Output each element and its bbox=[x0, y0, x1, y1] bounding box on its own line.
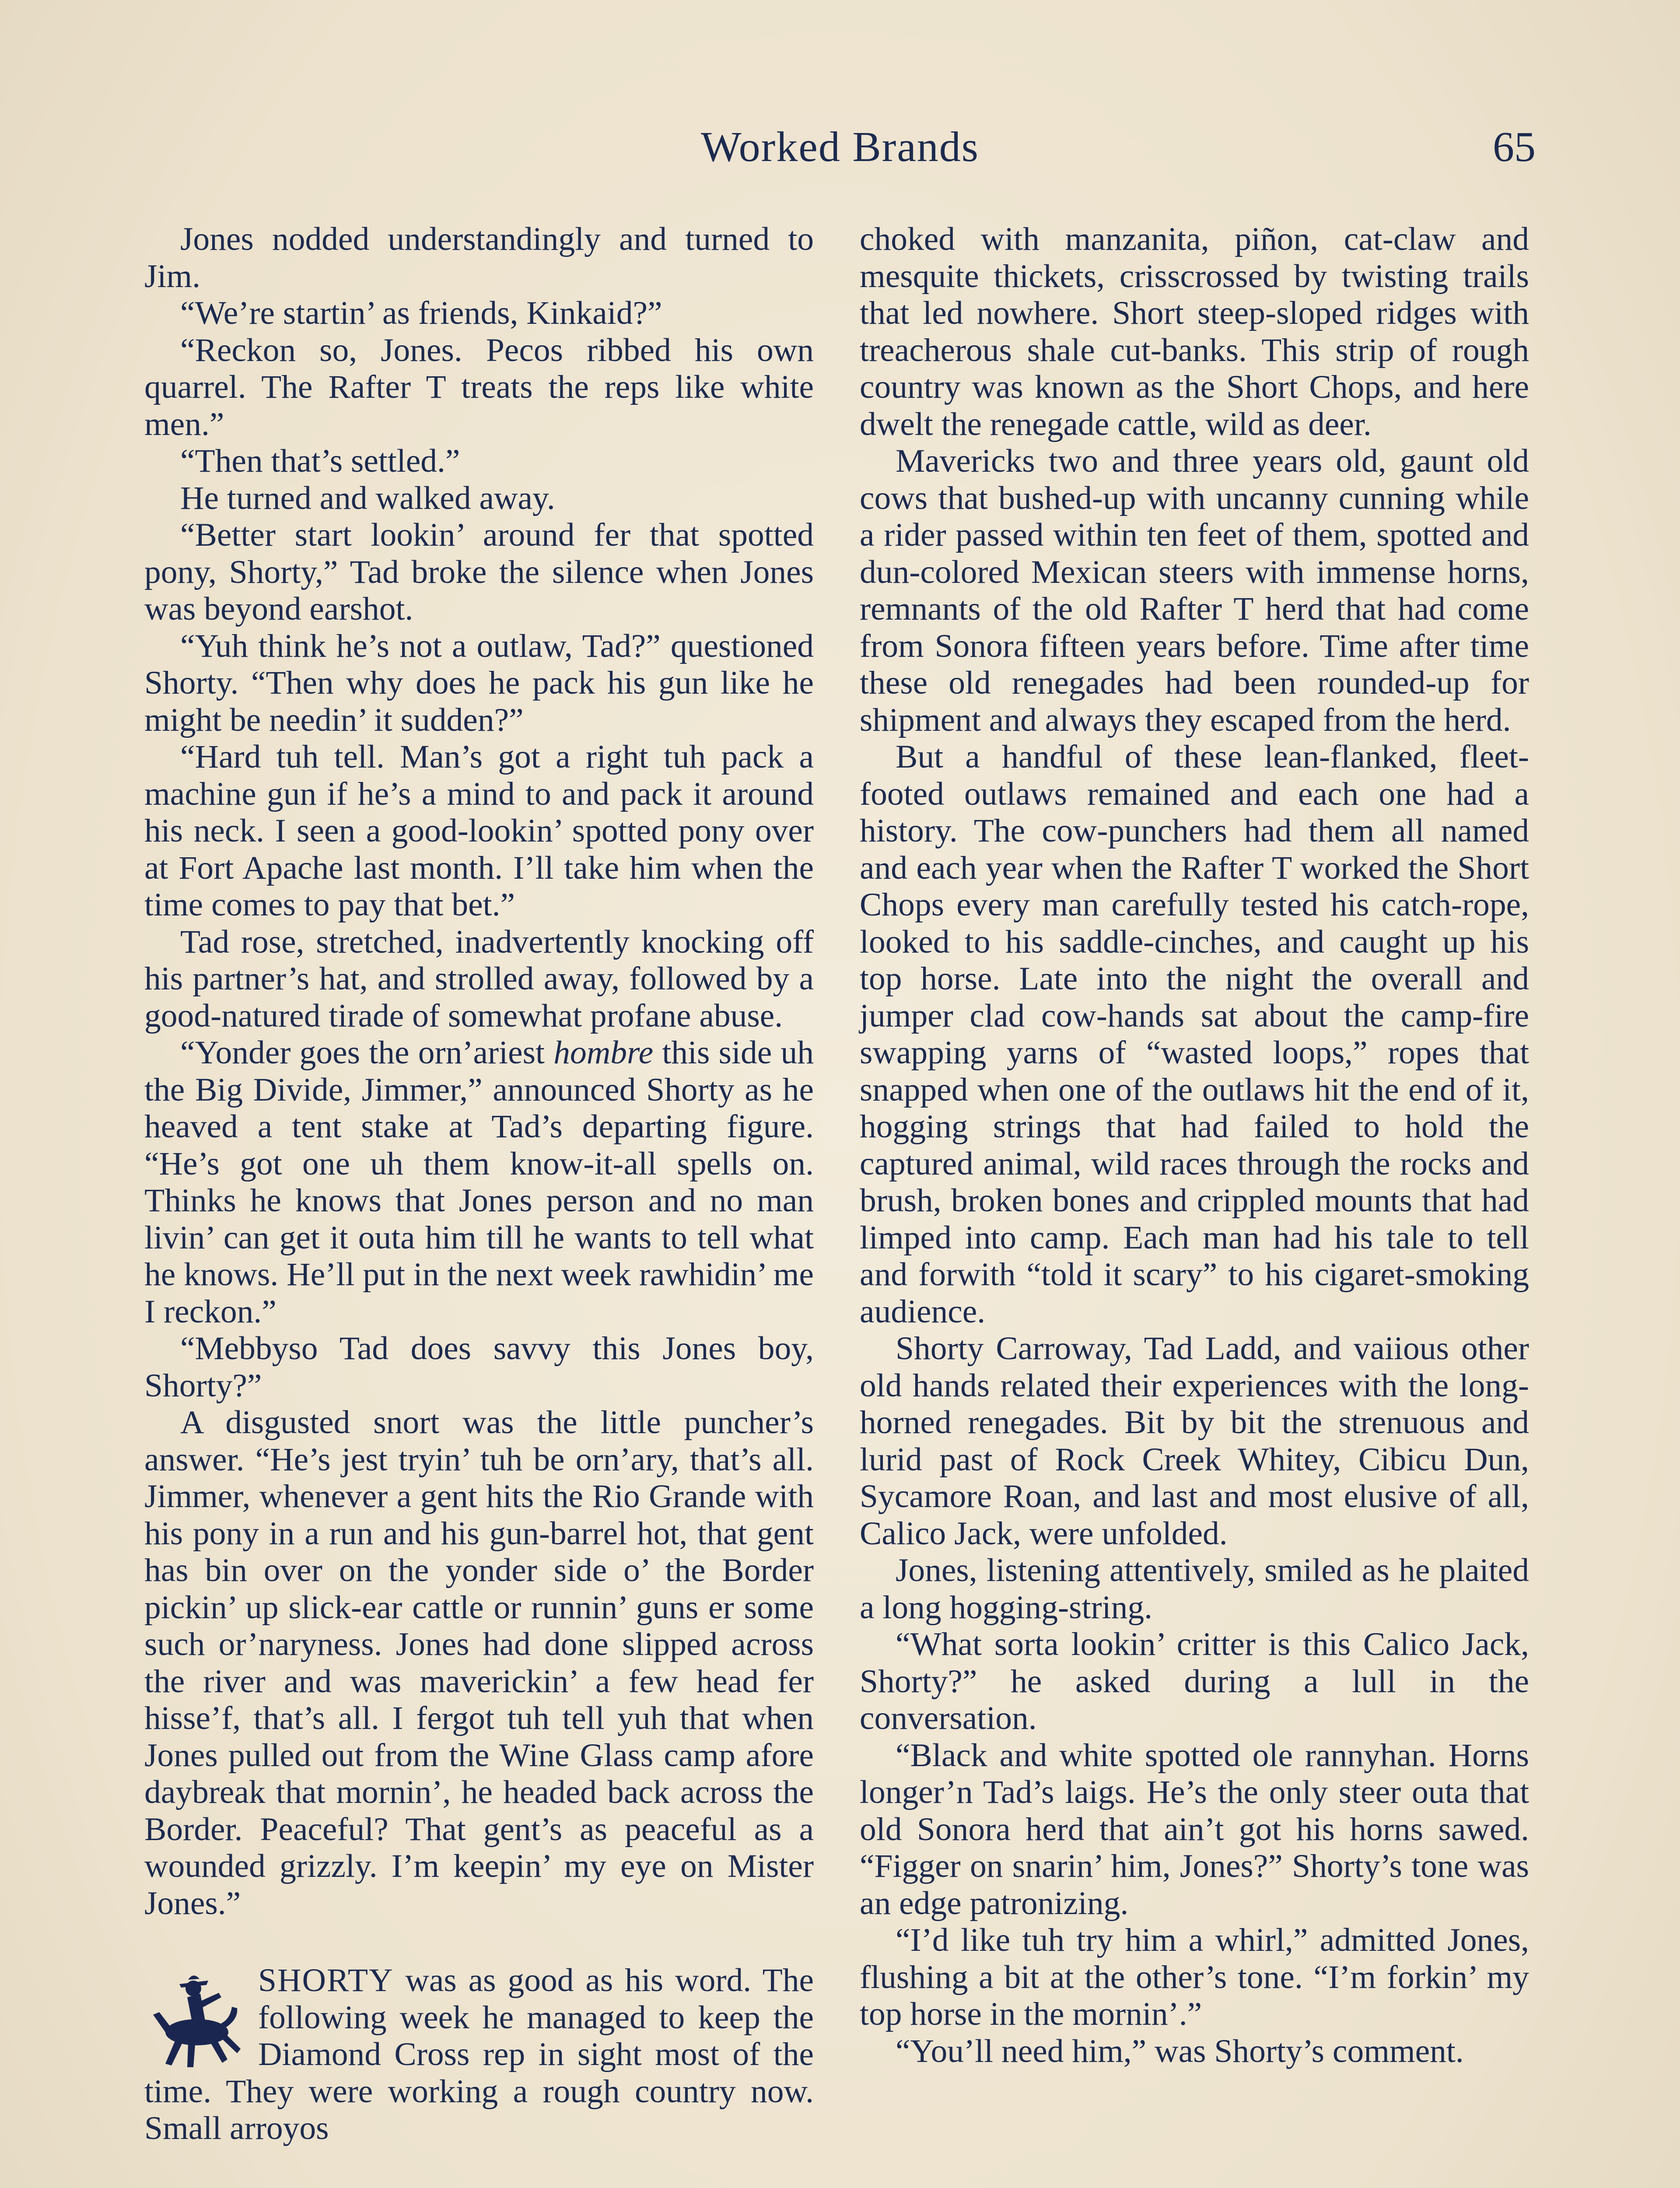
paragraph: “I’d like tuh try him a whirl,” admitted Jones, flushing a bit at the other’s tone. “I’m forkin’ my top horse in the mornin’.” bbox=[860, 1922, 1529, 2032]
section-opening-paragraph bbox=[144, 1962, 814, 2147]
paragraph: A disgusted snort was the little puncher’s answer. “He’s jest tryin’ tuh be orn’ary, that’s all. Jimmer, whenever a gent hits the Rio Grande with his pony in a run and his gun-barrel hot, that gent has bin over on the yonder side o’ the Border pickin’ up slick-ear cattle or runnin’ guns er some such or’naryness. Jones had done slipped across the river and was maverickin’ a few head fer hisse’f, that’s all. I fergot tuh tell yuh that when Jones pulled out from the Wine Glass camp afore daybreak that mornin’, he headed back across the Border. Peaceful? That gent’s as peaceful as a wounded grizzly. I’m keepin’ my eye on Mister Jones.” bbox=[144, 1404, 814, 1922]
paragraph: “Yuh think he’s not a outlaw, Tad?” questioned Shorty. “Then why does he pack his gun like he might be needin’ it sudden?” bbox=[144, 628, 814, 738]
paragraph: “Mebbyso Tad does savvy this Jones boy, Shorty?” bbox=[144, 1330, 814, 1404]
left-column bbox=[144, 221, 814, 2147]
paragraph bbox=[144, 1034, 814, 1330]
text-run: this side uh the Big Divide, Jimmer,” announced Shorty as he heaved a tent stake at Tad’s departing figure. “He’s got one uh them know-it-all spells on. Thinks he knows that Jones person and no man livin’ can get it outa him till he wants to tell what he knows. He’ll put in the next week rawhidin’ me I reckon.” bbox=[144, 1034, 814, 1330]
paragraph: “Hard tuh tell. Man’s got a right tuh pack a machine gun if he’s a mind to and pack it around his neck. I seen a good-lookin’ spotted pony over at Fort Apache last month. I’ll take him when the time comes to pay that bet.” bbox=[144, 739, 814, 923]
paragraph: “Then that’s settled.” bbox=[180, 443, 460, 479]
paragraph: “What sorta lookin’ critter is this Calico Jack, Shorty?” he asked during a lull in the conversation. bbox=[860, 1626, 1529, 1736]
paragraph: He turned and walked away. bbox=[180, 480, 555, 516]
page-header bbox=[144, 123, 1536, 188]
text-run: was as good as his word. The following week he managed to keep the Diamond Cross rep in sight most of the time. They were working a rough country now. Small arroyos bbox=[144, 1962, 814, 2146]
page-number: 65 bbox=[1493, 123, 1536, 171]
paragraph: Jones nodded understandingly and turned to Jim. bbox=[144, 221, 814, 295]
running-head: Worked Brands bbox=[701, 123, 979, 171]
paragraph: “Black and white spotted ole rannyhan. Horns longer’n Tad’s laigs. He’s the only steer outa that old Sonora herd that ain’t got his horns sawed. “Figger on snarin’ him, Jones?” Shorty’s tone was an edge patronizing. bbox=[860, 1737, 1529, 1922]
italic-word: hombre bbox=[553, 1034, 654, 1071]
paragraph: “Reckon so, Jones. Pecos ribbed his own quarrel. The Rafter T treats the reps like white men.” bbox=[144, 332, 814, 442]
section-lead-word: SHORTY bbox=[258, 1962, 394, 1999]
paragraph: “We’re startin’ as friends, Kinkaid?” bbox=[180, 295, 662, 331]
paragraph: “Better start lookin’ around fer that spotted pony, Shorty,” Tad broke the silence when Jones was beyond earshot. bbox=[144, 517, 814, 627]
text-run: “Yonder goes the orn’ariest bbox=[180, 1034, 554, 1071]
continued-paragraph: choked with manzanita, piñon, cat-claw and mesquite thickets, crisscrossed by twisting trails that led nowhere. Short steep-sloped ridges with treacherous shale cut-banks. This strip of rough country was known as the Short Chops, and here dwelt the renegade cattle, wild as deer. bbox=[860, 221, 1529, 442]
paragraph: “You’ll need him,” was Shorty’s comment. bbox=[896, 2033, 1464, 2069]
paragraph: Mavericks two and three years old, gaunt old cows that bushed-up with uncanny cunning while a rider passed within ten feet of them, spotted and dun-colored Mexican steers with immense horns, remnants of the old Rafter T herd that had come from Sonora fifteen years before. Time after time these old renegades had been rounded-up for shipment and always they escaped from the herd. bbox=[860, 443, 1529, 738]
paragraph: Jones, listening attentively, smiled as he plaited a long hogging-string. bbox=[860, 1552, 1529, 1626]
paragraph: Tad rose, stretched, inadvertently knocking off his partner’s hat, and strolled away, followed by a good-natured tirade of somewhat profane abuse. bbox=[144, 923, 814, 1034]
paragraph: Shorty Carroway, Tad Ladd, and vaiious other old hands related their experiences with the long-horned renegades. Bit by bit the strenuous and lurid past of Rock Creek Whitey, Cibicu Dun, Sycamore Roan, and last and most elusive of all, Calico Jack, were unfolded. bbox=[860, 1330, 1529, 1552]
right-column bbox=[860, 221, 1529, 2070]
paragraph: But a handful of these lean-flanked, fleet-footed outlaws remained and each one had a history. The cow-punchers had them all named and each year when the Rafter T worked the Short Chops every man carefully tested his catch-rope, looked to his saddle-cinches, and caught up his top horse. Late into the night the overall and jumper clad cow-hands sat about the camp-fire swapping yarns of “wasted loops,” ropes that snapped when one of the outlaws hit the end of it, hogging strings that had failed to hold the captured animal, wild races through the rocks and brush, broken bones and crippled mounts that had limped into camp. Each man had his tale to tell and forwith “told it scary” to his cigaret-smoking audience. bbox=[860, 739, 1529, 1330]
cowboy-rider-vignette-icon bbox=[144, 1967, 245, 2072]
